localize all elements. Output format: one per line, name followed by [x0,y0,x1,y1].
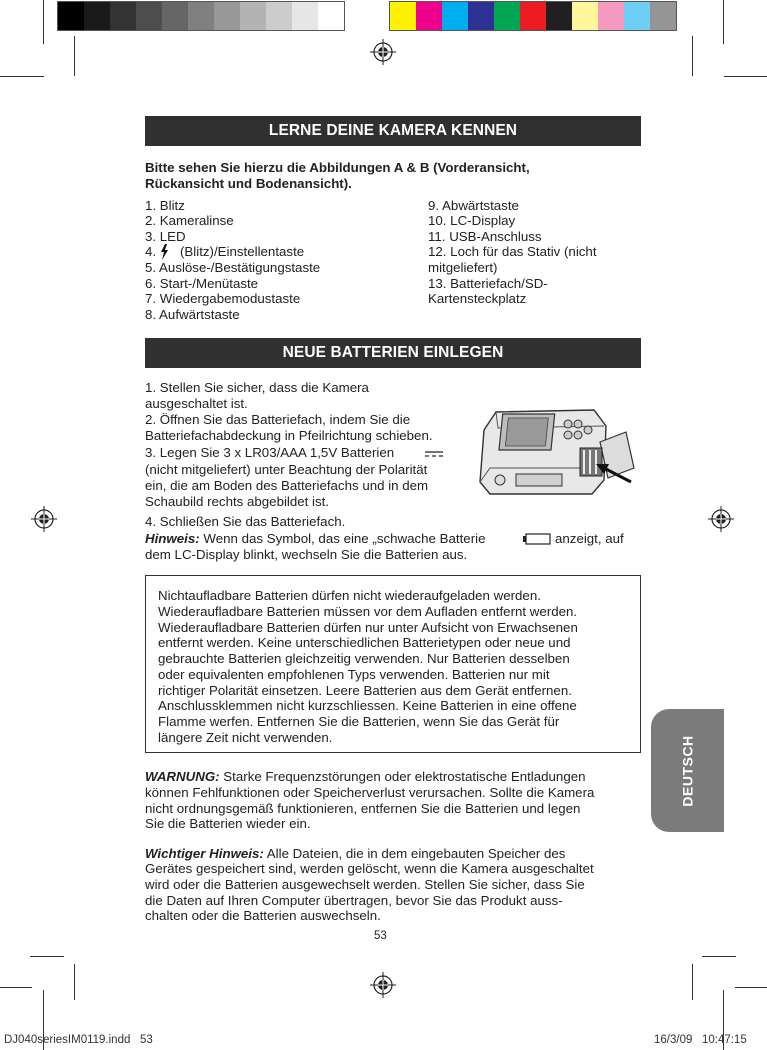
wichtig-line: Gerätes gespeichert sind, werden gelöscht, wenn die Kamera ausgeschaltet [145,861,594,876]
warning-line: Anschlussklemmen nicht kurzschliessen. Keine Batterien in eine offene [158,698,577,713]
warning-line: Nichtaufladbare Batterien dürfen nicht wiederaufgeladen werden. [158,588,541,603]
gray-bar-frame [57,1,345,31]
list-item: (Blitz)/Einstellentaste [180,244,305,259]
wichtig-line: die Daten auf Ihren Computer übertragen, bevor Sie das Produkt auss- [145,893,563,908]
warning-line: Wiederaufladbare Batterien dürfen nur unter Aufsicht von Erwachsenen [158,620,578,635]
section-heading-batteries: NEUE BATTERIEN EINLEGEN [145,338,641,368]
list-item: 6. Start-/Menütaste [145,276,259,291]
hint-text-a: Wenn das Symbol, das eine „schwache Batterie [199,531,486,546]
warning-line: richtiger Polarität einsetzen. Leere Batterien aus dem Gerät entfernen. [158,683,572,698]
list-item: 5. Auslöse-/Bestätigungstaste [145,260,321,275]
step-line: Batteriefachabdeckung in Pfeilrichtung schieben. [145,428,433,443]
registration-mark-top [370,39,396,65]
hint-text-b: anzeigt, auf [555,531,624,546]
warnung-line: Sie die Batterien wieder ein. [145,816,311,831]
hint-label: Hinweis: [145,531,200,546]
hint-line2: dem LC-Display blinkt, wechseln Sie die Batterien aus. [145,547,468,562]
list-item: 1. Blitz [145,198,185,213]
section1-intro-line2: Rückansicht und Bodenansicht). [145,176,352,191]
list-item: 3. LED [145,229,186,244]
list-item: mitgeliefert) [428,260,498,275]
wichtig-line: wird oder die Batterien ausgewechselt werden. Stellen Sie sicher, dass Sie [145,877,585,892]
list-item: Kartensteckplatz [428,291,527,306]
wichtig-text: Alle Dateien, die in dem eingebauten Speicher des [263,846,566,861]
language-tab-label: DEUTSCH [679,734,696,807]
warnung-label: WARNUNG: [145,769,220,784]
step-line: 2. Öffnen Sie das Batteriefach, indem Sie die [145,412,411,427]
process-bar-frame [389,1,677,31]
wichtig-label: Wichtiger Hinweis: [145,846,264,861]
list-item: 10. LC-Display [428,213,516,228]
list-item: 4. [145,244,157,259]
step-line: ein, die am Boden des Batteriefachs und in dem [145,478,429,493]
section-heading-camera: LERNE DEINE KAMERA KENNEN [145,116,641,146]
hint-line1 [145,531,485,547]
warnung-line: können Fehlfunktionen oder Speicherverlust verursachen. Sollte die Kamera [145,785,595,800]
wichtig-line: chalten oder die Batterien auswechseln. [145,908,381,923]
registration-mark-bottom [370,972,396,998]
dc-symbol-icon [424,450,444,458]
list-item: 7. Wiedergabemodustaste [145,291,301,306]
warning-line: gebrauchte Batterien gleichzeitig verwenden. Nur Batterien desselben [158,651,570,666]
footer-file-info: DJ040seriesIM0119.indd 53 [4,1034,153,1046]
section1-intro-line1: Bitte sehen Sie hierzu die Abbildungen A & B (Vorderansicht, [145,160,530,175]
list-item: 12. Loch für das Stativ (nicht [428,244,597,259]
warnung-line1 [145,769,586,785]
step-line: 3. Legen Sie 3 x LR03/AAA 1,5V Batterien [145,445,395,460]
step-line: Schaubild rechts abgebildet ist. [145,494,330,509]
warnung-line: nicht ordnungsgemäß funktionieren, entfernen Sie die Batterien und legen [145,801,581,816]
footer-timestamp: 16/3/09 10:47:15 [654,1034,747,1046]
list-item: 9. Abwärtstaste [428,198,519,213]
language-tab [651,709,724,832]
warning-line: entfernt werden. Keine unterschiedlichen Batterietypen oder neue und [158,635,571,650]
list-item: 11. USB-Anschluss [428,229,542,244]
warning-line: oder equivalenten empfohlenen Typs verwenden. Batterien nur mit [158,667,550,682]
step-line: 1. Stellen Sie sicher, dass die Kamera [145,380,369,395]
warning-line: längere Zeit nicht verwenden. [158,730,333,745]
registration-mark-right [708,506,734,532]
step-line: ausgeschaltet ist. [145,396,248,411]
list-item: 8. Aufwärtstaste [145,307,240,322]
page-number: 53 [374,930,387,942]
low-battery-icon [523,533,551,545]
step-line: 4. Schließen Sie das Batteriefach. [145,514,346,529]
flash-icon [160,244,169,260]
camera-battery-illustration [476,402,641,498]
list-item: 13. Batteriefach/SD- [428,276,548,291]
wichtig-line1 [145,846,565,862]
warnung-text: Starke Frequenzstörungen oder elektrostatische Entladungen [219,769,586,784]
registration-mark-left [31,506,57,532]
step-line: (nicht mitgeliefert) unter Beachtung der Polarität [145,462,428,477]
warning-line: Flamme werfen. Entfernen Sie die Batterien, wenn Sie das Gerät für [158,714,560,729]
list-item: 2. Kameralinse [145,213,234,228]
warning-line: Wiederaufladbare Batterien müssen vor dem Aufladen entfernt werden. [158,604,578,619]
